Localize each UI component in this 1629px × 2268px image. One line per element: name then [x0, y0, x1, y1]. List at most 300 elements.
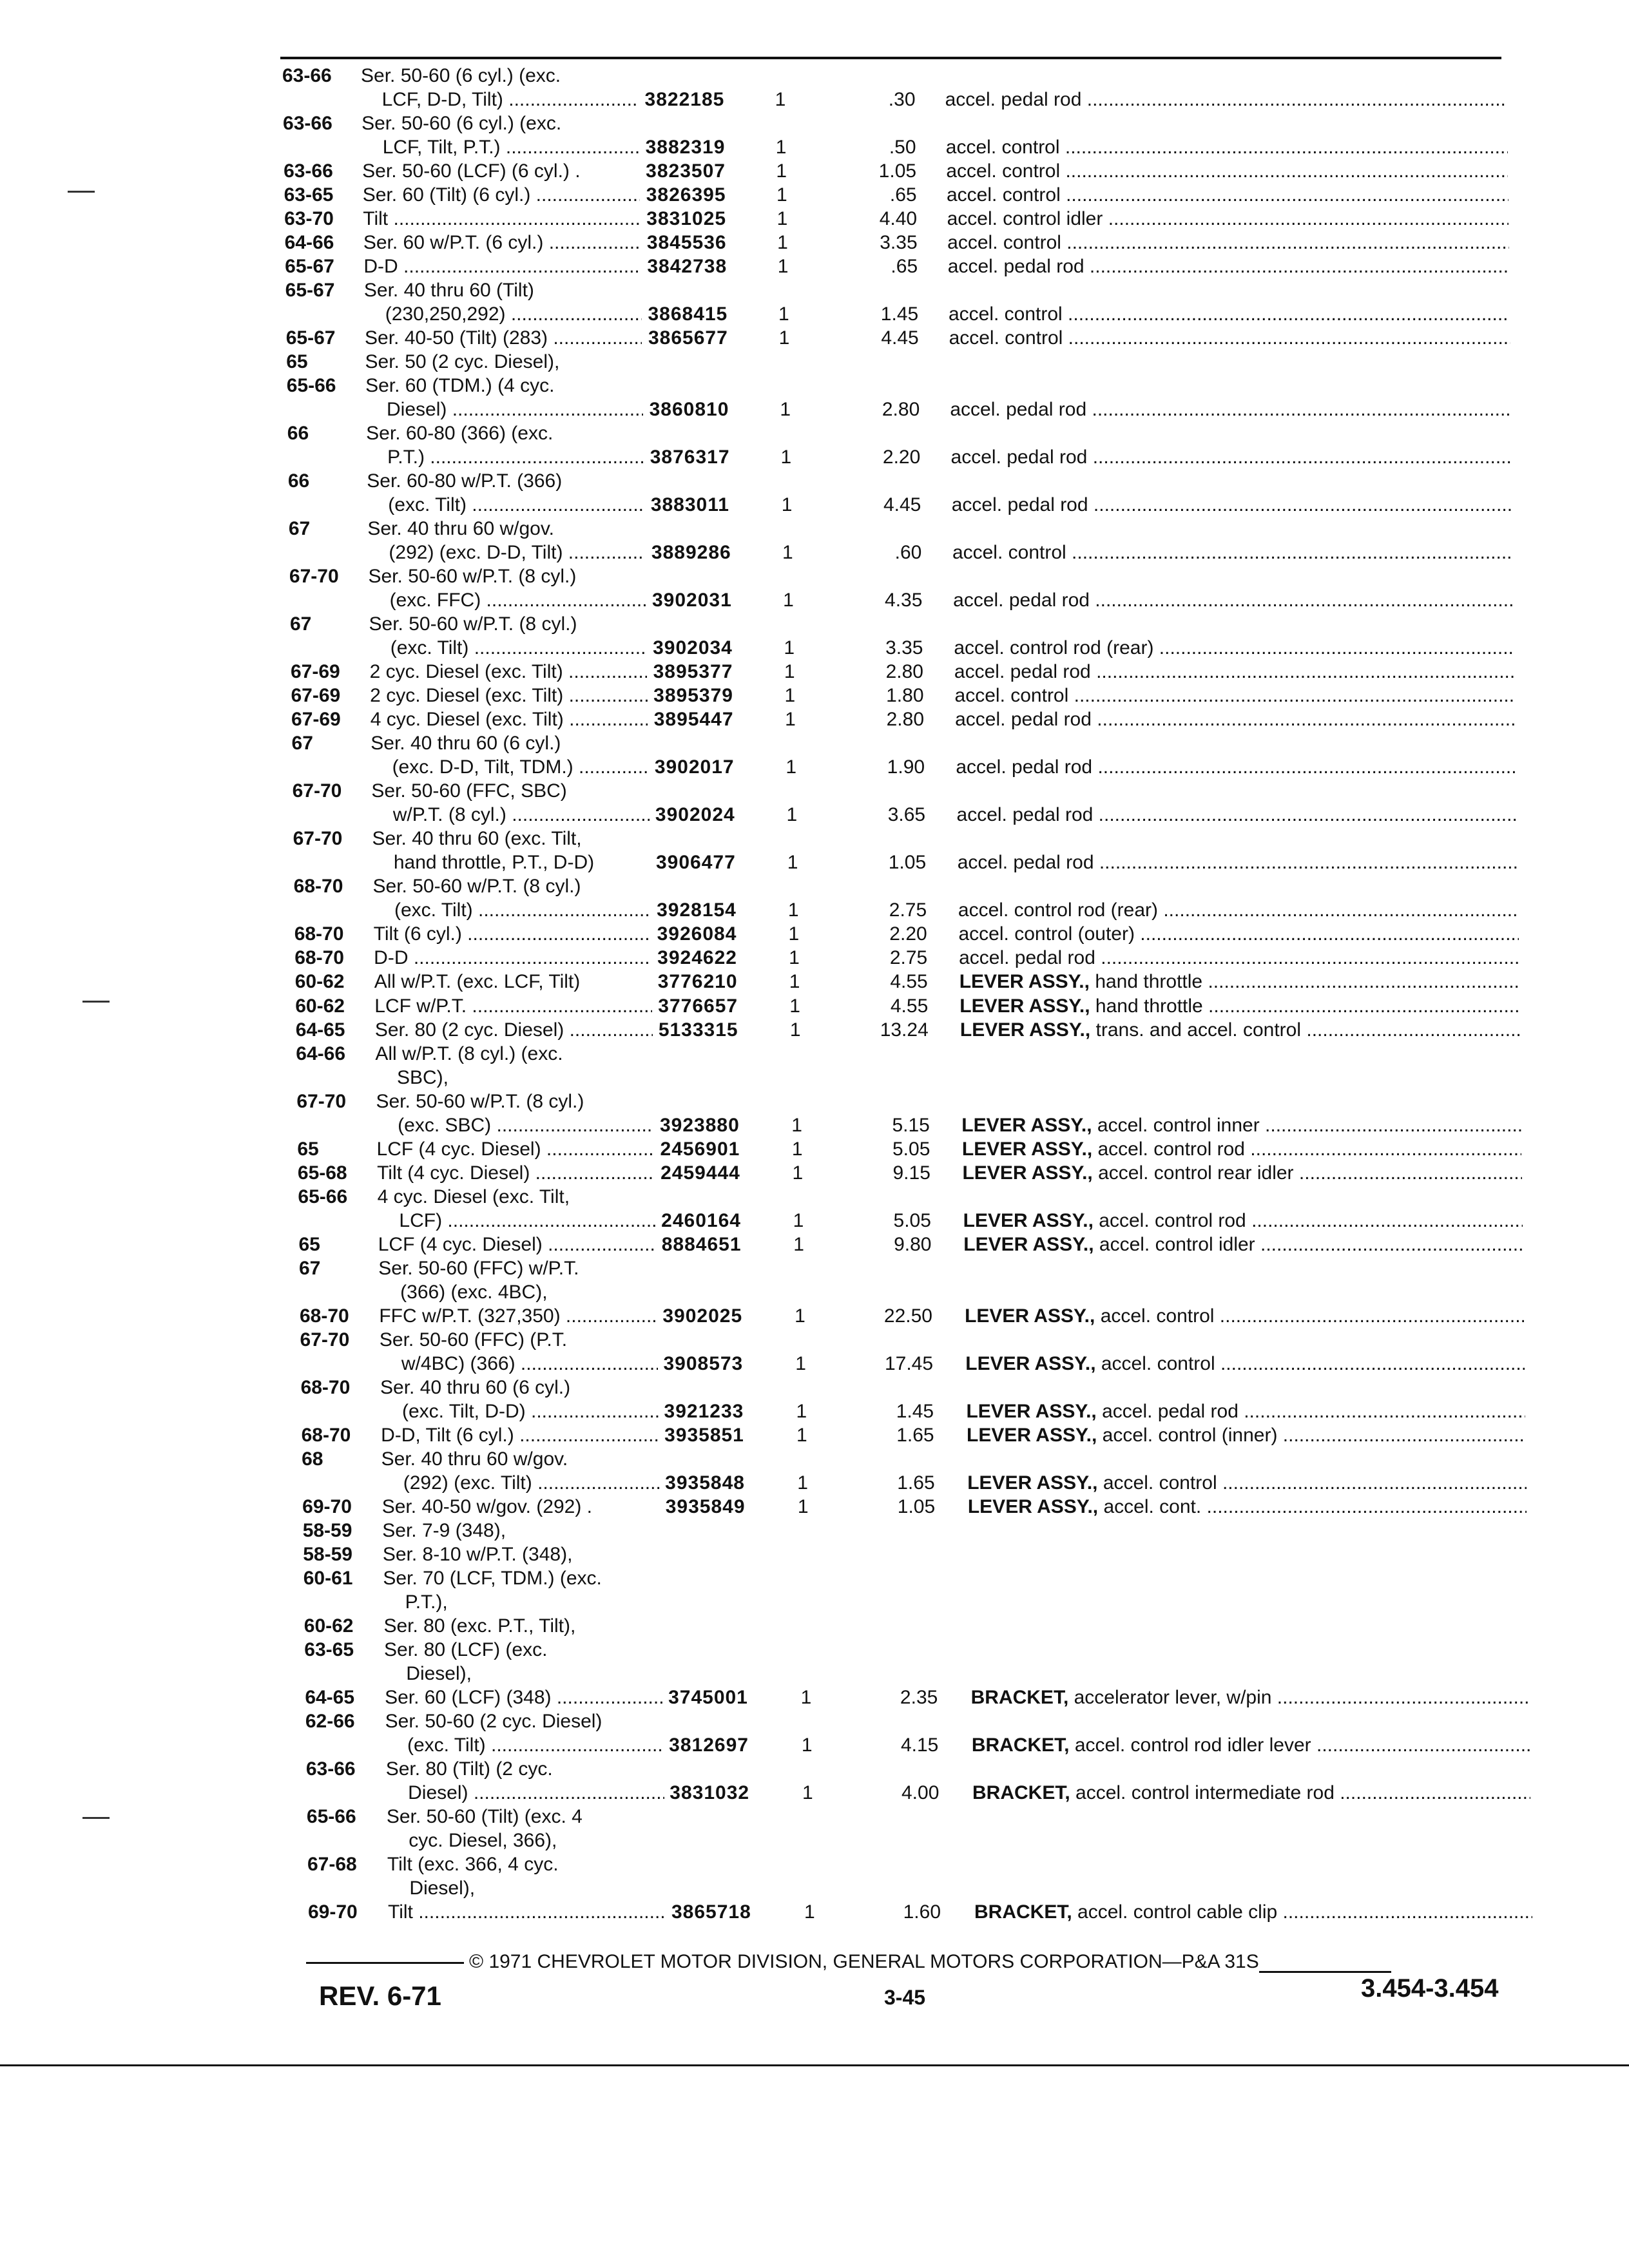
part-name — [968, 1495, 1527, 1519]
list-price: 4.40 — [879, 208, 918, 229]
table-row — [0, 470, 1629, 493]
table-row — [0, 1639, 1629, 1662]
part-name — [972, 1734, 1530, 1757]
table-row — [0, 327, 1629, 350]
part-category: BRACKET, — [971, 1735, 1070, 1756]
quantity: 1 — [782, 542, 793, 563]
application-description: P.T.), — [405, 1591, 448, 1613]
part-number: 5133315 — [658, 1019, 738, 1041]
list-price: 2.35 — [900, 1687, 938, 1708]
part-detail: accel. control rod idler lever — [1074, 1735, 1311, 1756]
application-description: 2 cyc. Diesel (exc. Tilt) ..... — [370, 660, 648, 684]
part-number: 3826395 — [646, 184, 726, 206]
part-detail: accel. control intermediate rod — [1075, 1782, 1335, 1803]
part-number: 3842738 — [647, 256, 728, 277]
part-name — [955, 684, 1516, 707]
application-description: (exc. Tilt) ..... — [407, 1734, 664, 1757]
part-detail: accel. control cable clip — [1077, 1901, 1278, 1923]
table-row — [0, 1066, 1629, 1090]
table-row — [0, 732, 1629, 755]
application-description: Tilt ..... — [363, 207, 640, 231]
table-row — [0, 851, 1629, 874]
table-row — [0, 1376, 1629, 1399]
table-row — [0, 589, 1629, 612]
footer-rule-right — [1259, 1971, 1391, 1973]
part-category: LEVER ASSY., — [967, 1496, 1099, 1517]
part-name — [945, 88, 1507, 111]
part-number: 3889286 — [651, 542, 731, 563]
application-description: Ser. 60 w/P.T. (6 cyl.) ..... — [363, 231, 641, 255]
model-years: 65 — [286, 351, 308, 372]
application-description: SBC), — [397, 1067, 449, 1088]
model-years: 64-65 — [295, 1019, 345, 1041]
application-description: All w/P.T. (exc. LCF, Tilt) — [374, 971, 581, 992]
list-price: 3.35 — [880, 232, 918, 253]
part-detail: accel. control rod (rear) — [954, 637, 1154, 658]
part-detail: accel. pedal rod — [945, 89, 1082, 110]
table-row — [0, 255, 1629, 278]
part-name — [963, 1209, 1523, 1233]
application-description: D-D, Tilt (6 cyl.) ..... — [381, 1424, 659, 1447]
application-description: (exc. Tilt) ..... — [394, 899, 651, 922]
model-years: 67-70 — [292, 780, 342, 802]
part-detail: accel. pedal rod — [954, 661, 1091, 682]
part-name — [954, 660, 1515, 684]
application-description: Ser. 50-60 (FFC) (P.T. — [379, 1329, 568, 1350]
table-row — [0, 1138, 1629, 1161]
application-description: Ser. 40 thru 60 (6 cyl.) — [380, 1377, 571, 1398]
application-description: Diesel), — [409, 1878, 476, 1899]
part-category: BRACKET, — [974, 1901, 1072, 1923]
part-detail: accel. pedal rod — [953, 590, 1090, 611]
application-description: (366) (exc. 4BC), — [400, 1282, 548, 1303]
quantity: 1 — [789, 995, 800, 1017]
part-category: LEVER ASSY., — [963, 1210, 1094, 1231]
model-years: 68 — [302, 1448, 323, 1470]
list-price: 2.75 — [889, 899, 927, 921]
part-name — [958, 899, 1518, 922]
list-price: .60 — [894, 542, 922, 563]
part-number: 3908573 — [663, 1353, 744, 1374]
application-description: (292) (exc. D-D, Tilt) ..... — [389, 541, 645, 564]
part-name — [959, 995, 1519, 1018]
application-description: P.T.) ..... — [387, 446, 644, 469]
part-category: LEVER ASSY., — [959, 971, 1090, 992]
quantity: 1 — [793, 1210, 804, 1231]
model-years: 68-70 — [300, 1377, 351, 1398]
list-price: 5.15 — [892, 1115, 930, 1136]
table-row — [0, 1400, 1629, 1423]
quantity: 1 — [796, 1425, 807, 1446]
list-price: 5.05 — [892, 1139, 930, 1160]
part-number: 3895447 — [653, 709, 734, 730]
part-name — [948, 255, 1509, 278]
quantity: 1 — [784, 637, 795, 658]
application-description: Ser. 80 (Tilt) (2 cyc. — [385, 1758, 553, 1780]
part-number: 3902034 — [653, 637, 733, 658]
model-years: 62-66 — [305, 1711, 355, 1732]
part-name — [949, 303, 1510, 326]
application-description: 2 cyc. Diesel (exc. Tilt) ..... — [370, 684, 648, 707]
table-row — [0, 160, 1629, 183]
list-price: .50 — [889, 137, 916, 158]
part-number: 8884651 — [661, 1234, 742, 1255]
part-detail: accel. pedal rod — [951, 494, 1088, 515]
list-price: 1.60 — [903, 1901, 941, 1923]
model-years: 67-69 — [290, 661, 340, 682]
part-category: LEVER ASSY., — [961, 1139, 1093, 1160]
model-years: 68-70 — [301, 1425, 351, 1446]
part-name — [955, 708, 1516, 731]
table-row — [0, 1162, 1629, 1185]
quantity: 1 — [802, 1782, 813, 1803]
quantity: 1 — [787, 852, 798, 873]
application-description: Ser. 50-60 (FFC) w/P.T. — [378, 1258, 579, 1279]
model-years: 58-59 — [302, 1520, 352, 1541]
part-detail: accel. cont. — [1103, 1496, 1202, 1517]
part-category: LEVER ASSY., — [966, 1401, 1097, 1422]
list-price: 2.80 — [885, 661, 923, 682]
table-row — [0, 184, 1629, 207]
table-row — [0, 136, 1629, 159]
part-number: 3928154 — [657, 899, 737, 921]
list-price: 1.45 — [880, 303, 919, 325]
part-number: 3935849 — [665, 1496, 746, 1517]
application-description: Ser. 40-50 w/gov. (292) . — [381, 1496, 592, 1517]
application-description: Ser. 70 (LCF, TDM.) (exc. — [383, 1568, 602, 1589]
quantity: 1 — [801, 1735, 813, 1756]
quantity: 1 — [778, 303, 789, 325]
table-row — [0, 1090, 1629, 1113]
part-name — [963, 1233, 1523, 1256]
quantity: 1 — [785, 709, 796, 730]
part-number: 3906477 — [656, 852, 736, 873]
table-row — [0, 995, 1629, 1018]
application-description: cyc. Diesel, 366), — [409, 1830, 557, 1851]
table-row — [0, 565, 1629, 588]
table-row — [0, 1472, 1629, 1495]
model-years: 60-62 — [304, 1615, 354, 1637]
application-description: Ser. 80 (2 cyc. Diesel) ..... — [375, 1019, 653, 1042]
application-description: (exc. SBC) ..... — [398, 1114, 654, 1137]
application-description: Ser. 50-60 w/P.T. (8 cyl.) — [369, 613, 577, 635]
application-description: Diesel) ..... — [408, 1782, 664, 1805]
footer-copyright — [306, 1951, 1530, 1973]
model-years: 67-69 — [291, 685, 341, 706]
quantity: 1 — [789, 1019, 801, 1041]
application-description: (exc. Tilt) ..... — [390, 637, 647, 660]
application-description: Tilt ..... — [388, 1901, 666, 1924]
quantity: 1 — [800, 1687, 812, 1708]
part-name — [966, 1400, 1525, 1423]
table-row — [0, 780, 1629, 803]
part-number: 2460164 — [661, 1210, 741, 1231]
quantity: 1 — [793, 1234, 804, 1255]
quantity: 1 — [792, 1162, 804, 1184]
table-row — [0, 684, 1629, 707]
part-number: 3895377 — [653, 661, 733, 682]
part-number: 3831025 — [646, 208, 727, 229]
part-number: 3902017 — [654, 756, 735, 778]
application-description: Ser. 8-10 w/P.T. (348), — [382, 1544, 573, 1565]
application-description: (exc. Tilt) ..... — [388, 494, 644, 517]
part-number: 3924622 — [657, 947, 737, 968]
model-years: 65-66 — [298, 1186, 348, 1207]
quantity: 1 — [777, 232, 788, 253]
model-years: 65-67 — [285, 280, 335, 301]
application-description: Ser. 60-80 w/P.T. (366) — [367, 470, 563, 492]
table-row — [0, 517, 1629, 541]
model-years: 63-66 — [283, 113, 333, 134]
table-row — [0, 1352, 1629, 1376]
model-years: 67 — [289, 613, 312, 635]
quantity: 1 — [796, 1401, 807, 1422]
list-price: 2.75 — [889, 947, 928, 968]
model-years: 65-67 — [285, 327, 336, 349]
table-row — [0, 541, 1629, 564]
part-detail: accel. pedal rod — [957, 852, 1094, 873]
table-row — [0, 1782, 1629, 1805]
table-row — [0, 1186, 1629, 1209]
quantity: 1 — [775, 89, 786, 110]
model-years: 63-65 — [304, 1639, 354, 1660]
table-row — [0, 1448, 1629, 1471]
part-name — [959, 970, 1519, 994]
part-name — [957, 803, 1518, 827]
model-years: 65-66 — [306, 1806, 356, 1827]
table-row — [0, 112, 1629, 135]
application-description: w/P.T. (8 cyl.) ..... — [393, 803, 650, 827]
application-description: Ser. 60 (LCF) (348) ..... — [385, 1686, 663, 1709]
application-description: Diesel) ..... — [387, 398, 643, 421]
table-row — [0, 1591, 1629, 1614]
part-detail: accel. control rod — [1099, 1210, 1246, 1231]
part-category: LEVER ASSY., — [967, 1425, 1097, 1446]
table-row — [0, 1901, 1629, 1924]
table-row — [0, 708, 1629, 731]
list-price: 1.05 — [888, 852, 927, 873]
part-detail: accel. pedal rod — [956, 756, 1093, 778]
quantity: 1 — [804, 1901, 815, 1923]
table-row — [0, 1829, 1629, 1852]
application-description: LCF (4 cyc. Diesel) ..... — [378, 1233, 656, 1256]
part-detail: accel. control — [1101, 1353, 1215, 1374]
revision-label: REV. 6-71 — [319, 1981, 441, 2011]
table-row — [0, 231, 1629, 255]
list-price: .65 — [889, 184, 917, 206]
table-row — [0, 637, 1629, 660]
table-row — [0, 947, 1629, 970]
list-price: 4.55 — [890, 971, 928, 992]
application-description: (230,250,292) ..... — [385, 303, 642, 326]
part-detail: accel. control — [952, 542, 1066, 563]
part-detail: accel. control (inner) — [1102, 1425, 1278, 1446]
model-years: 68-70 — [294, 923, 344, 945]
application-description: All w/P.T. (8 cyl.) (exc. — [375, 1043, 563, 1064]
part-detail: accel. pedal rod — [950, 447, 1088, 468]
model-years: 67-70 — [293, 828, 343, 849]
quantity: 1 — [781, 494, 793, 515]
list-price: 4.15 — [900, 1735, 939, 1756]
table-row — [0, 875, 1629, 898]
part-number: 3831032 — [670, 1782, 750, 1803]
part-number: 3845536 — [646, 232, 727, 253]
list-price: 4.45 — [881, 327, 919, 349]
part-number: 3823507 — [646, 160, 726, 182]
top-rule — [280, 57, 1501, 59]
model-years: 65 — [298, 1234, 320, 1255]
list-price: 1.05 — [897, 1496, 936, 1517]
part-detail: accel. control rod (rear) — [958, 899, 1159, 921]
table-row — [0, 1281, 1629, 1304]
application-description: (exc. Tilt, D-D) ..... — [402, 1400, 659, 1423]
quantity: 1 — [783, 590, 794, 611]
quantity: 1 — [784, 685, 796, 706]
list-price: 9.15 — [892, 1162, 930, 1184]
model-years: 60-61 — [303, 1568, 353, 1589]
application-description: Ser. 60-80 (366) (exc. — [366, 423, 554, 444]
application-description: Ser. 40 thru 60 (Tilt) — [363, 280, 534, 301]
part-detail: hand throttle — [1095, 971, 1203, 992]
table-row — [0, 64, 1629, 88]
application-description: LCF, D-D, Tilt) ..... — [382, 88, 639, 111]
list-price: 13.24 — [880, 1019, 929, 1041]
part-name — [953, 589, 1514, 612]
list-price: .65 — [891, 256, 918, 277]
part-detail: accel. control — [945, 137, 1060, 158]
list-price: 1.05 — [878, 160, 917, 182]
part-name — [947, 231, 1509, 255]
table-row — [0, 1543, 1629, 1566]
part-number: 3902031 — [652, 590, 732, 611]
part-number: 3935851 — [664, 1425, 744, 1446]
part-number: 3776657 — [658, 995, 738, 1017]
part-detail: accel. control — [949, 327, 1063, 349]
model-years: 67-68 — [307, 1854, 357, 1875]
table-row — [0, 970, 1629, 994]
part-number: 3883011 — [650, 494, 729, 515]
part-number: 3923880 — [660, 1115, 740, 1136]
model-years: 68-70 — [300, 1305, 349, 1327]
part-name — [959, 923, 1519, 946]
part-name — [961, 1114, 1521, 1137]
table-row — [0, 207, 1629, 231]
application-description: LCF, Tilt, P.T.) ..... — [383, 136, 639, 159]
part-detail: accel. control rod — [1097, 1139, 1245, 1160]
part-detail: accel. control — [948, 303, 1063, 325]
part-category: LEVER ASSY., — [959, 1019, 1091, 1041]
application-description: LCF) ..... — [399, 1209, 655, 1233]
part-detail: accel. pedal rod — [1102, 1401, 1239, 1422]
part-number: 3865718 — [671, 1901, 751, 1923]
part-category: LEVER ASSY., — [965, 1305, 1095, 1327]
list-price: 1.90 — [887, 756, 925, 778]
part-detail: accel. control — [1103, 1472, 1217, 1494]
table-row — [0, 660, 1629, 684]
table-row — [0, 494, 1629, 517]
quantity: 1 — [791, 1115, 802, 1136]
part-category: LEVER ASSY., — [963, 1234, 1094, 1255]
model-years: 69-70 — [302, 1496, 352, 1517]
table-row — [0, 1805, 1629, 1829]
table-row — [0, 1043, 1629, 1066]
quantity: 1 — [775, 137, 787, 158]
copyright-text: © 1971 CHEVROLET MOTOR DIVISION, GENERAL MOTORS CORPORATION—P&A 31S — [469, 1951, 1259, 1972]
model-years: 67-70 — [296, 1091, 347, 1112]
part-detail: accel. pedal rod — [956, 804, 1094, 825]
part-detail: accel. control rear idler — [1098, 1162, 1294, 1184]
application-description: LCF w/P.T. ..... — [374, 995, 652, 1018]
table-row — [0, 1710, 1629, 1733]
quantity: 1 — [786, 804, 798, 825]
application-description: Ser. 50-60 (FFC, SBC) — [371, 780, 567, 802]
table-row — [0, 374, 1629, 398]
list-price: 4.00 — [901, 1782, 940, 1803]
part-name — [952, 494, 1513, 517]
application-description: Ser. 40 thru 60 w/gov. — [381, 1448, 568, 1470]
part-name — [960, 1019, 1520, 1042]
table-row — [0, 1734, 1629, 1757]
application-description: (exc. D-D, Tilt, TDM.) ..... — [392, 756, 649, 779]
model-years: 67-70 — [300, 1329, 350, 1350]
list-price: 4.35 — [885, 590, 923, 611]
part-name — [967, 1424, 1526, 1447]
list-price: 4.45 — [883, 494, 921, 515]
application-description: Ser. 60 (TDM.) (4 cyc. — [365, 375, 555, 396]
quantity: 1 — [788, 923, 800, 945]
part-number: 3902025 — [662, 1305, 743, 1327]
model-years: 65-68 — [297, 1162, 347, 1184]
part-detail: accel. control — [946, 160, 1061, 182]
table-row — [0, 446, 1629, 469]
application-description: Ser. 50-60 (Tilt) (exc. 4 — [386, 1806, 583, 1827]
model-years: 63-66 — [282, 65, 332, 86]
table-row — [0, 398, 1629, 421]
table-row — [0, 1877, 1629, 1900]
part-category: BRACKET, — [972, 1782, 1070, 1803]
list-price: 2.80 — [886, 709, 925, 730]
part-detail: accel. control — [954, 685, 1069, 706]
application-description: Ser. 60 (Tilt) (6 cyl.) ..... — [363, 184, 640, 207]
part-number: 2459444 — [660, 1162, 740, 1184]
list-price: 1.65 — [896, 1425, 934, 1446]
application-description: D-D ..... — [374, 947, 651, 970]
application-description: Ser. 50-60 w/P.T. (8 cyl.) — [376, 1091, 584, 1112]
application-description: Ser. 50-60 w/P.T. (8 cyl.) — [368, 566, 577, 587]
list-price: 1.80 — [886, 685, 924, 706]
application-description: Ser. 50 (2 cyc. Diesel), — [365, 351, 560, 372]
part-name — [971, 1686, 1530, 1709]
quantity: 1 — [789, 947, 800, 968]
model-years: 64-66 — [284, 232, 334, 253]
list-price: 2.20 — [889, 923, 927, 945]
part-name — [962, 1138, 1521, 1161]
part-name — [959, 947, 1519, 970]
application-description: Ser. 80 (exc. P.T., Tilt), — [383, 1615, 576, 1637]
model-years: 63-65 — [284, 184, 334, 206]
table-row — [0, 1233, 1629, 1256]
part-number: 3921233 — [664, 1401, 744, 1422]
application-description: D-D ..... — [363, 255, 641, 278]
application-description: Tilt (exc. 366, 4 cyc. — [387, 1854, 559, 1875]
part-detail: hand throttle — [1095, 995, 1203, 1017]
list-price: 5.05 — [893, 1210, 931, 1231]
list-price: .30 — [888, 89, 916, 110]
application-description: (292) (exc. Tilt) ..... — [403, 1472, 660, 1495]
table-row — [0, 1662, 1629, 1686]
application-description: Ser. 40 thru 60 (exc. Tilt, — [372, 828, 582, 849]
table-row — [0, 303, 1629, 326]
